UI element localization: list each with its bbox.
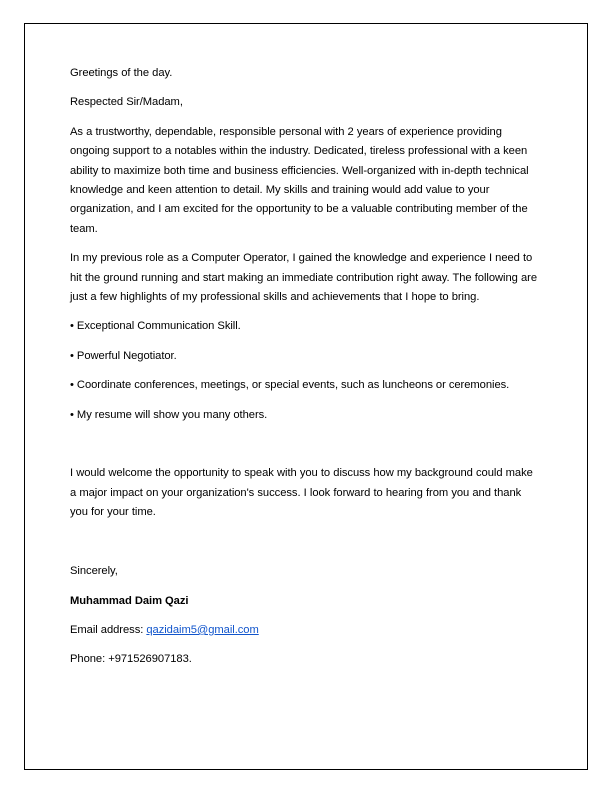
salutation-line: Respected Sir/Madam, xyxy=(70,96,183,109)
list-item: • Coordinate conferences, meetings, or special events, such as luncheons or ceremonies. xyxy=(70,379,510,392)
email-label: Email address: xyxy=(70,623,147,636)
email-link[interactable]: qazidaim5@gmail.com xyxy=(146,623,259,636)
paragraph-spacer xyxy=(70,533,542,552)
email-line xyxy=(70,621,542,640)
list-item: • Exceptional Communication Skill. xyxy=(70,320,241,333)
list-item: • My resume will show you many others. xyxy=(70,408,268,421)
phone-line: Phone: +971526907183. xyxy=(70,653,192,666)
list-item: • Powerful Negotiator. xyxy=(70,349,177,362)
sign-off-line: Sincerely, xyxy=(70,565,118,578)
paragraph-spacer xyxy=(70,435,542,454)
sender-name: Muhammad Daim Qazi xyxy=(70,594,189,607)
closing-paragraph: I would welcome the opportunity to speak with you to discuss how my background could make a major impact on your organization's success. I look forward to hearing from you and thank you for your time. xyxy=(70,467,533,519)
intro-paragraph: As a trustworthy, dependable, responsible personal with 2 years of experience providing ongoing support to a notables within the industry. Dedicated, tireless professional with a keen ability to maximize both time and business efficiencies. Well-organized with in-depth technical knowledge and keen attention to detail. My skills and training would add value to your organization, and I am excited for the opportunity to be a valuable contributing member of the team. xyxy=(70,125,529,235)
greeting-line: Greetings of the day. xyxy=(70,67,173,79)
letter-body xyxy=(70,64,542,680)
experience-paragraph: In my previous role as a Computer Operator, I gained the knowledge and experience I need to hit the ground running and start making an immediate contribution right away. The following are just a few highlights of my professional skills and achievements that I hope to bring. xyxy=(70,252,538,304)
